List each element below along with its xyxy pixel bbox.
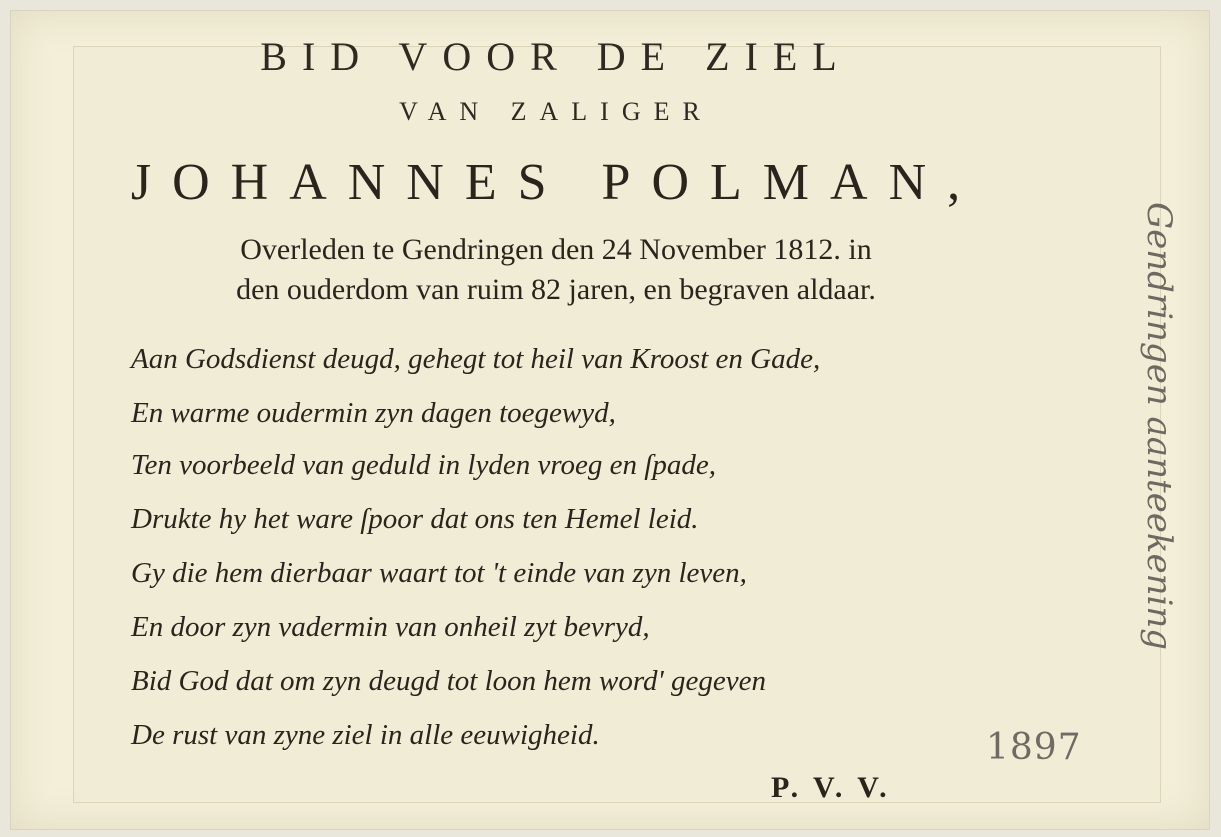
details-line-2: den ouderdom van ruim 82 jaren, en begraven aldaar. <box>236 273 876 306</box>
verse-line: Ten voorbeeld van geduld in lyden vroeg en ſpade, <box>131 449 716 481</box>
verse-line: Aan Godsdienst deugd, gehegt tot heil van Kroost en Gade, <box>131 343 821 375</box>
deceased-name: JOHANNES POLMAN, <box>130 154 982 211</box>
verse-line: De rust van zyne ziel in alle eeuwigheid. <box>131 719 600 751</box>
details-line-1: Overleden te Gendringen den 24 November 1812. in <box>240 233 872 266</box>
heading-line-1: BID VOOR DE ZIEL <box>260 34 852 79</box>
verse-line: Bid God dat om zyn deugd tot loon hem word' gegeven <box>131 665 766 697</box>
verse-line: En warme oudermin zyn dagen toegewyd, <box>131 397 616 429</box>
heading-line-2: VAN ZALIGER <box>399 97 713 126</box>
verse-line: Drukte hy het ware ſpoor dat ons ten Hemel leid. <box>131 503 699 535</box>
handwritten-margin-note: Gendringen aanteekening <box>1139 201 1179 651</box>
handwritten-year: 1897 <box>986 727 1082 768</box>
verse-line: Gy die hem dierbaar waart tot 't einde van zyn leven, <box>131 557 747 589</box>
verse-line: En door zyn vadermin van onheil zyt bevryd, <box>131 611 650 643</box>
signature-initials: P. V. V. <box>771 771 891 804</box>
memorial-card <box>10 10 1210 830</box>
